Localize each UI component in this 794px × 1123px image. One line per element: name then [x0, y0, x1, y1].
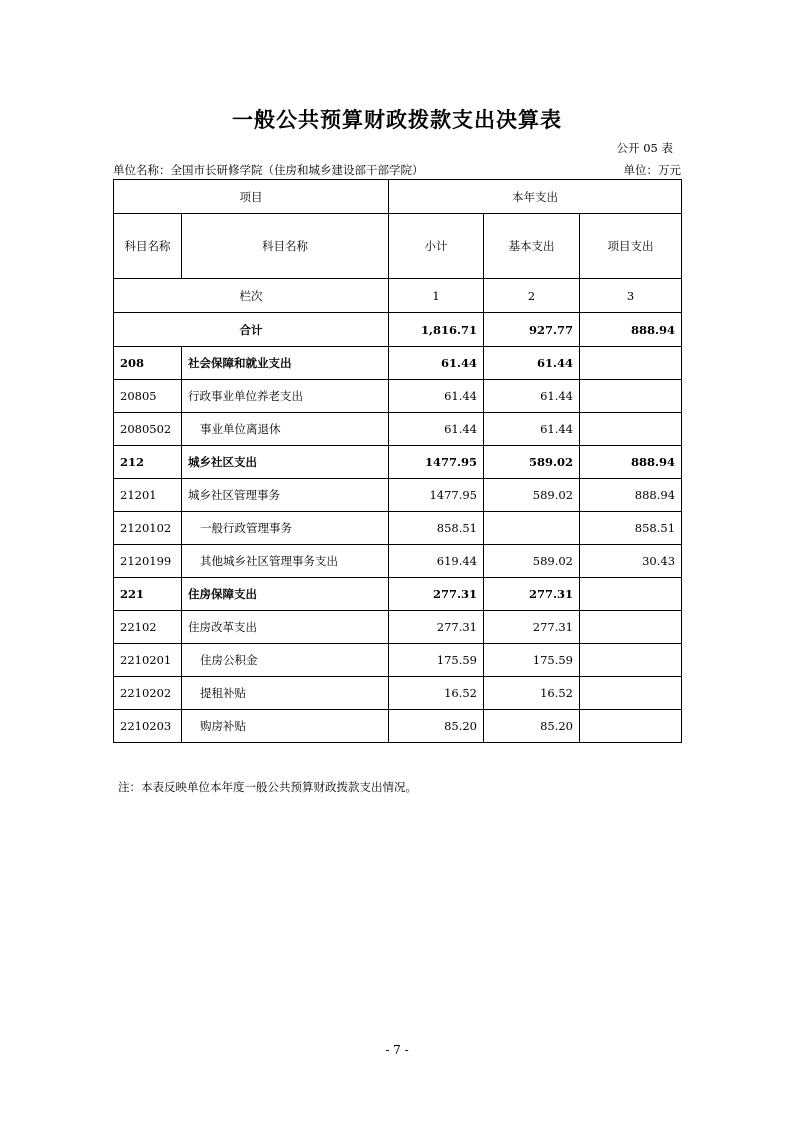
row-subtotal: 85.20	[389, 710, 484, 743]
table-row	[114, 347, 682, 380]
row-name: 社会保障和就业支出	[182, 347, 389, 380]
header-project-expense: 项目支出	[580, 214, 682, 279]
row-name: 住房保障支出	[182, 578, 389, 611]
row-basic: 277.31	[484, 578, 580, 611]
table-row	[114, 578, 682, 611]
row-name: 提租补贴	[182, 677, 389, 710]
row-name: 城乡社区支出	[182, 446, 389, 479]
unit-name: 单位名称：全国市长研修学院（住房和城乡建设部干部学院）	[113, 163, 424, 177]
page-title: 一般公共预算财政拨款支出决算表	[232, 107, 562, 132]
row-code: 2210201	[114, 644, 182, 677]
row-code: 22102	[114, 611, 182, 644]
row-subtotal: 61.44	[389, 380, 484, 413]
row-basic: 61.44	[484, 380, 580, 413]
row-name: 购房补贴	[182, 710, 389, 743]
row-subtotal: 61.44	[389, 347, 484, 380]
row-basic: 175.59	[484, 644, 580, 677]
header-row-1	[114, 180, 682, 214]
row-name: 住房改革支出	[182, 611, 389, 644]
row-subtotal: 61.44	[389, 413, 484, 446]
row-project	[580, 677, 682, 710]
currency-unit: 单位：万元	[623, 163, 681, 177]
row-project	[580, 644, 682, 677]
total-label: 合计	[114, 313, 389, 347]
row-project	[580, 413, 682, 446]
header-col-2: 2	[484, 279, 580, 313]
header-project: 项目	[114, 180, 389, 214]
row-code: 20805	[114, 380, 182, 413]
row-subtotal: 277.31	[389, 578, 484, 611]
row-subtotal: 16.52	[389, 677, 484, 710]
header-subtotal: 小计	[389, 214, 484, 279]
row-project	[580, 380, 682, 413]
row-code: 208	[114, 347, 182, 380]
row-basic: 16.52	[484, 677, 580, 710]
row-project: 888.94	[580, 446, 682, 479]
row-project: 858.51	[580, 512, 682, 545]
row-name: 行政事业单位养老支出	[182, 380, 389, 413]
header-basic: 基本支出	[484, 214, 580, 279]
row-subtotal: 1477.95	[389, 479, 484, 512]
table-row	[114, 611, 682, 644]
header-row-index	[114, 279, 682, 313]
header-col-index-label: 栏次	[114, 279, 389, 313]
row-project: 30.43	[580, 545, 682, 578]
row-code: 2210202	[114, 677, 182, 710]
row-project: 888.94	[580, 479, 682, 512]
table-row	[114, 677, 682, 710]
table-row	[114, 413, 682, 446]
row-code: 221	[114, 578, 182, 611]
total-basic: 927.77	[484, 313, 580, 347]
header-name: 科目名称	[182, 214, 389, 279]
row-code: 212	[114, 446, 182, 479]
row-project	[580, 578, 682, 611]
table-row	[114, 512, 682, 545]
table-row	[114, 380, 682, 413]
row-name: 一般行政管理事务	[182, 512, 389, 545]
page-number: - 7 -	[385, 1043, 409, 1057]
row-project	[580, 710, 682, 743]
meta-row	[113, 162, 681, 178]
row-basic: 85.20	[484, 710, 580, 743]
header-code: 科目名称	[114, 214, 182, 279]
header-current-year: 本年支出	[389, 180, 682, 214]
row-subtotal: 277.31	[389, 611, 484, 644]
row-subtotal: 1477.95	[389, 446, 484, 479]
row-name: 事业单位离退休	[182, 413, 389, 446]
row-basic	[484, 512, 580, 545]
row-code: 2080502	[114, 413, 182, 446]
row-code: 2120102	[114, 512, 182, 545]
row-basic: 589.02	[484, 479, 580, 512]
row-basic: 277.31	[484, 611, 580, 644]
row-subtotal: 619.44	[389, 545, 484, 578]
total-project: 888.94	[580, 313, 682, 347]
row-subtotal: 175.59	[389, 644, 484, 677]
row-subtotal: 858.51	[389, 512, 484, 545]
table-row	[114, 545, 682, 578]
header-col-3: 3	[580, 279, 682, 313]
table-row	[114, 710, 682, 743]
form-code: 公开 05 表	[616, 141, 673, 155]
row-name: 其他城乡社区管理事务支出	[182, 545, 389, 578]
header-row-2	[114, 214, 682, 279]
table-note: 注：本表反映单位本年度一般公共预算财政拨款支出情况。	[118, 780, 417, 794]
row-basic: 589.02	[484, 446, 580, 479]
table-row	[114, 479, 682, 512]
row-basic: 589.02	[484, 545, 580, 578]
total-row	[114, 313, 682, 347]
row-name: 住房公积金	[182, 644, 389, 677]
row-code: 2210203	[114, 710, 182, 743]
total-subtotal: 1,816.71	[389, 313, 484, 347]
row-basic: 61.44	[484, 347, 580, 380]
row-project	[580, 347, 682, 380]
budget-table	[113, 179, 682, 743]
table-row	[114, 644, 682, 677]
row-code: 21201	[114, 479, 182, 512]
row-project	[580, 611, 682, 644]
row-name: 城乡社区管理事务	[182, 479, 389, 512]
row-code: 2120199	[114, 545, 182, 578]
header-col-1: 1	[389, 279, 484, 313]
row-basic: 61.44	[484, 413, 580, 446]
table-row	[114, 446, 682, 479]
